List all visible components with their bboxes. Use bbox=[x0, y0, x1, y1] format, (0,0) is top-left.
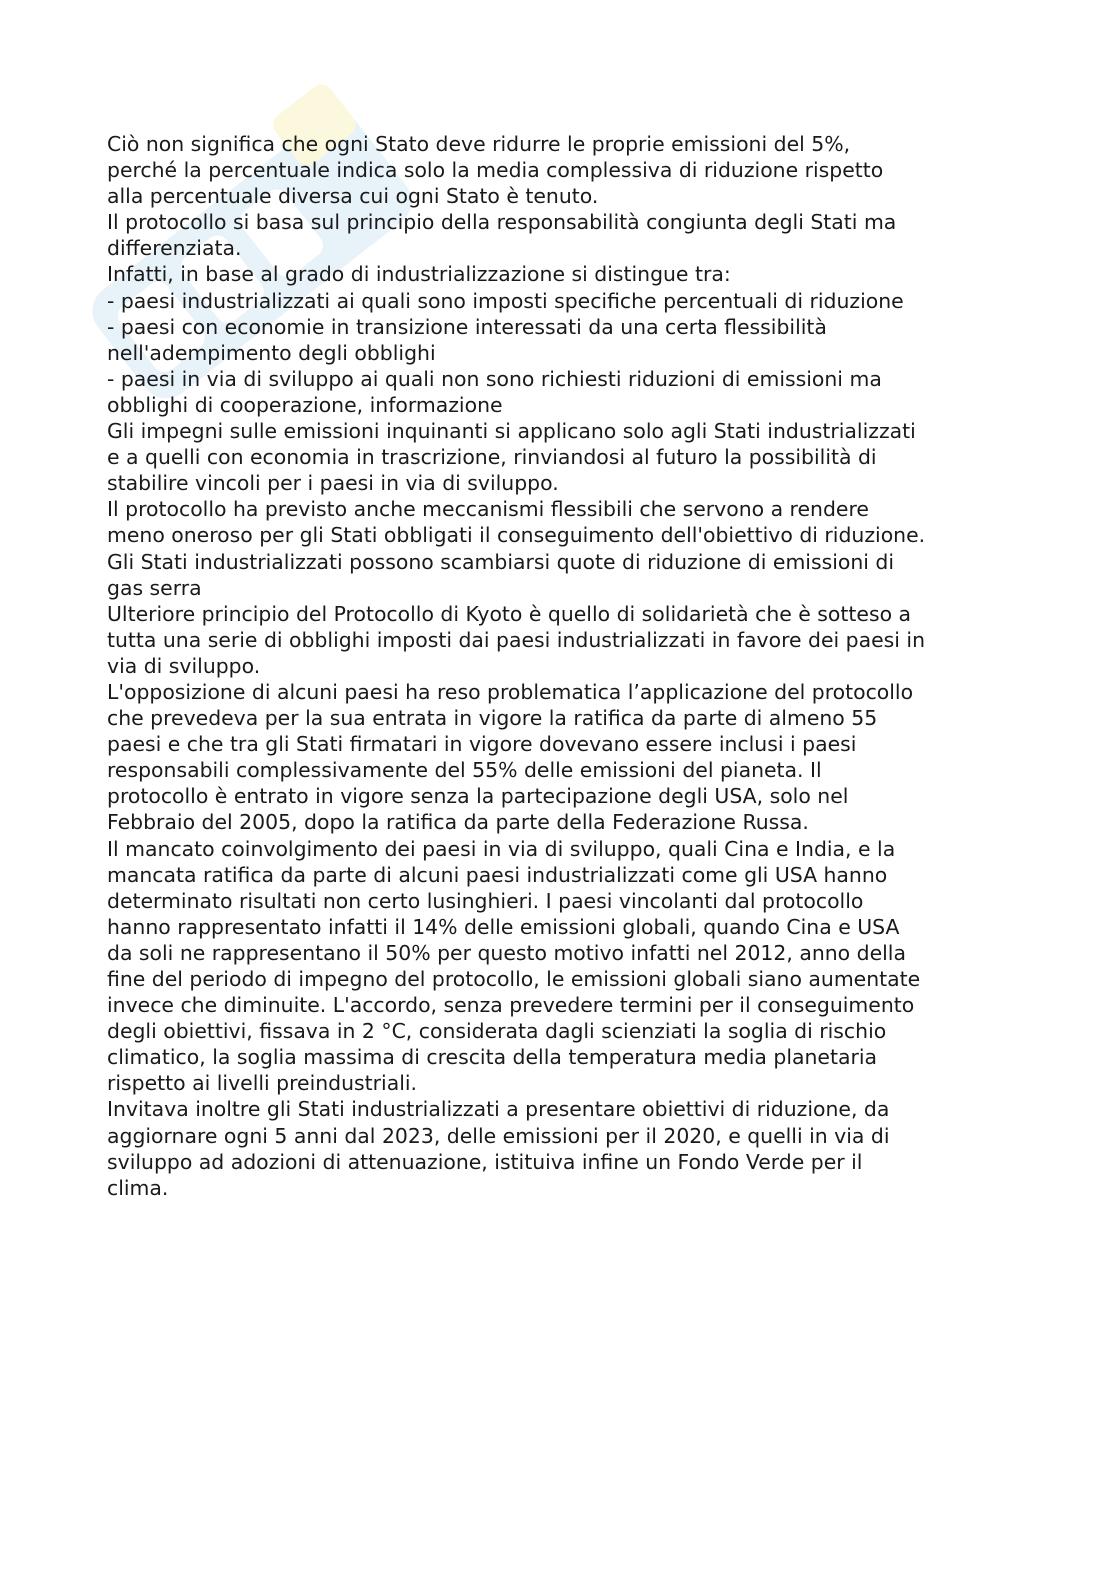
text-line: hanno rappresentato infatti il 14% delle emissioni globali, quando Cina e USA bbox=[107, 914, 900, 939]
text-line: Infatti, in base al grado di industrializzazione si distingue tra: bbox=[107, 262, 731, 287]
text-line: L'opposizione di alcuni paesi ha reso problematica l’applicazione del protocollo bbox=[107, 679, 914, 704]
text-line: e a quelli con economia in trascrizione, rinviandosi al futuro la possibilità di bbox=[107, 445, 877, 470]
text-line: mancata ratifica da parte di alcuni paesi industrializzati come gli USA hanno bbox=[107, 862, 888, 887]
text-line: stabilire vincoli per i paesi in via di sviluppo. bbox=[107, 471, 559, 496]
text-line: Invitava inoltre gli Stati industrializzati a presentare obiettivi di riduzione, da bbox=[107, 1097, 890, 1122]
text-line: - paesi con economie in transizione interessati da una certa flessibilità bbox=[107, 314, 827, 339]
text-line: nell'adempimento degli obblighi bbox=[107, 340, 436, 365]
text-line: invece che diminuite. L'accordo, senza prevedere termini per il conseguimento bbox=[107, 993, 915, 1018]
text-line: Gli impegni sulle emissioni inquinanti si applicano solo agli Stati industrializzati bbox=[107, 419, 916, 444]
text-line: gas serra bbox=[107, 575, 202, 600]
text-line: protocollo è entrato in vigore senza la partecipazione degli USA, solo nel bbox=[107, 784, 849, 809]
text-line: da soli ne rappresentano il 50% per questo motivo infatti nel 2012, anno della bbox=[107, 940, 906, 965]
text-line: che prevedeva per la sua entrata in vigore la ratifica da parte di almeno 55 bbox=[107, 706, 878, 731]
text-line: responsabili complessivamente del 55% delle emissioni del pianeta. Il bbox=[107, 758, 822, 783]
text-line: tutta una serie di obblighi imposti dai paesi industrializzati in favore dei paesi in bbox=[107, 627, 926, 652]
text-line: perché la percentuale indica solo la media complessiva di riduzione rispetto bbox=[107, 158, 884, 183]
text-line: climatico, la soglia massima di crescita della temperatura media planetaria bbox=[107, 1045, 878, 1070]
text-line: Febbraio del 2005, dopo la ratifica da parte della Federazione Russa. bbox=[107, 810, 809, 835]
text-line: Il protocollo ha previsto anche meccanismi flessibili che servono a rendere bbox=[107, 497, 869, 522]
text-line: fine del periodo di impegno del protocollo, le emissioni globali siano aumentate bbox=[107, 967, 921, 991]
text-line: obblighi di cooperazione, informazione bbox=[107, 392, 503, 417]
text-line: alla percentuale diversa cui ogni Stato è tenuto. bbox=[107, 184, 599, 209]
text-line: rispetto ai livelli preindustriali. bbox=[107, 1071, 418, 1096]
text-line: Ciò non significa che ogni Stato deve ridurre le proprie emissioni del 5%, bbox=[107, 132, 851, 156]
text-line: degli obiettivi, fissava in 2 °C, considerata dagli scienziati la soglia di rischio bbox=[107, 1019, 887, 1044]
text-line: Ulteriore principio del Protocollo di Kyoto è quello di solidarietà che è sotteso a bbox=[107, 601, 912, 626]
text-line: Il protocollo si basa sul principio della responsabilità congiunta degli Stati ma bbox=[107, 210, 897, 235]
text-line: via di sviluppo. bbox=[107, 653, 261, 678]
text-line: Il mancato coinvolgimento dei paesi in via di sviluppo, quali Cina e India, e la bbox=[107, 836, 896, 861]
text-line: - paesi industrializzati ai quali sono imposti specifiche percentuali di riduzione bbox=[107, 288, 904, 313]
text-line: clima. bbox=[107, 1175, 169, 1200]
text-line: - paesi in via di sviluppo ai quali non sono richiesti riduzioni di emissioni ma bbox=[107, 366, 882, 391]
text-line: determinato risultati non certo lusinghieri. I paesi vincolanti dal protocollo bbox=[107, 888, 864, 913]
text-line: differenziata. bbox=[107, 236, 242, 261]
text-line: Gli Stati industrializzati possono scambiarsi quote di riduzione di emissioni di bbox=[107, 549, 895, 574]
document-body bbox=[107, 131, 1017, 1201]
text-line: aggiornare ogni 5 anni dal 2023, delle emissioni per il 2020, e quelli in via di bbox=[107, 1123, 890, 1148]
text-line: meno oneroso per gli Stati obbligati il conseguimento dell'obiettivo di riduzione. bbox=[107, 523, 926, 548]
text-line: sviluppo ad adozioni di attenuazione, istituiva infine un Fondo Verde per il bbox=[107, 1149, 863, 1174]
text-line: paesi e che tra gli Stati firmatari in vigore dovevano essere inclusi i paesi bbox=[107, 732, 857, 757]
